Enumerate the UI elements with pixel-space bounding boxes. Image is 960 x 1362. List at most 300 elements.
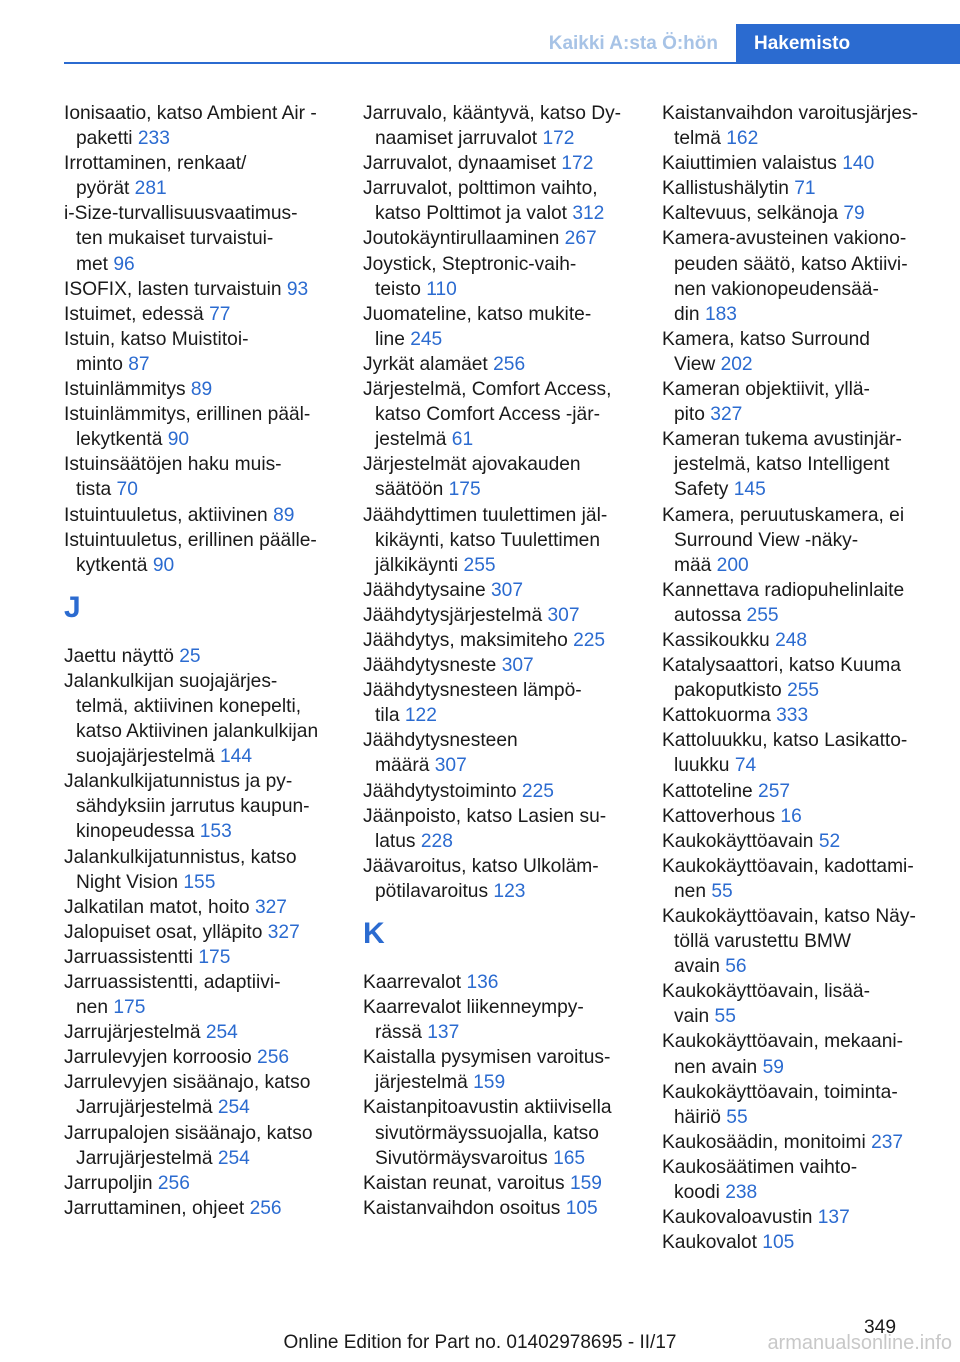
entry-text: Istuimet, edessä [64,303,204,325]
page-reference-link[interactable]: 122 [404,705,437,727]
index-entry [662,327,932,377]
entry-text: Kattoluukku, katso Lasikatto- [662,730,908,752]
entry-line [662,979,932,1004]
page-reference-link[interactable]: 137 [817,1207,850,1229]
entry-line [662,452,932,477]
page-reference-link[interactable]: 70 [116,479,138,501]
page-reference-link[interactable]: 237 [871,1131,904,1153]
page-reference-link[interactable]: 55 [714,1006,736,1028]
page-reference-link[interactable]: 327 [267,921,300,943]
index-entry [363,226,635,251]
entry-line [363,252,635,277]
index-entry [363,302,635,352]
entry-line [64,302,336,327]
page-reference-link[interactable]: 172 [542,128,575,150]
page-reference-link[interactable]: 327 [254,896,287,918]
entry-text: nen [674,880,707,902]
page-reference-link[interactable]: 267 [564,228,597,250]
entry-line [662,528,932,553]
page-reference-link[interactable]: 245 [410,328,443,350]
page-reference-link[interactable]: 254 [205,1022,238,1044]
page-reference-link[interactable]: 105 [762,1232,795,1254]
index-entry [64,151,336,201]
page-reference-link[interactable]: 137 [427,1022,460,1044]
entry-line [64,477,336,502]
page-reference-link[interactable]: 175 [113,997,146,1019]
entry-line [64,452,336,477]
page-reference-link[interactable]: 281 [134,178,167,200]
entry-line [363,1020,635,1045]
edition-note: Online Edition for Part no. 01402978695 - II/17 [283,1332,677,1353]
entry-line [363,277,635,302]
index-entry [64,970,336,1020]
entry-text: Kamera, katso Surround [662,328,870,350]
entry-text: Kaukokäyttöavain, toiminta- [662,1081,898,1103]
entry-line [64,819,336,844]
page-reference-link[interactable]: 96 [113,253,135,275]
entry-text: Järjestelmä, Comfort Access, [363,379,612,401]
entry-line [64,845,336,870]
index-entry [363,452,635,502]
page-reference-link[interactable]: 136 [466,972,499,993]
entry-text: Irrottaminen, renkaat/ [64,153,247,175]
entry-line [662,728,932,753]
page-reference-link[interactable]: 312 [572,203,605,225]
entry-text: Kaukosäätimen vaihto- [662,1156,858,1178]
entry-line [363,477,635,502]
page-reference-link[interactable]: 55 [726,1106,748,1128]
entry-line [64,352,336,377]
page-reference-link[interactable]: 159 [569,1172,602,1194]
entry-text: Jaettu näyttö [64,645,174,667]
index-entry [64,644,336,669]
entry-line [662,277,932,302]
entry-line [363,176,635,201]
entry-line [363,753,635,778]
index-entry [64,1196,336,1221]
entry-line [662,703,932,728]
page-reference-link[interactable]: 202 [720,353,753,375]
entry-line [363,779,635,804]
entry-line [662,327,932,352]
index-entry [363,252,635,302]
entry-text: kytkentä [76,554,148,576]
page-reference-link[interactable]: 90 [167,429,190,451]
page-reference-link[interactable]: 254 [217,1097,250,1119]
entry-line [662,753,932,778]
page-reference-link[interactable]: 254 [217,1147,250,1169]
entry-line [64,1171,336,1196]
entry-line [662,954,932,979]
entry-text: jestelmä, katso Intelligent [674,454,890,476]
entry-text: Kannettava radiopuhelinlaite [662,579,905,601]
entry-text: Kaistanpitoavustin aktiivisella [363,1097,612,1119]
header-divider [64,62,960,64]
page-reference-link[interactable]: 16 [780,805,802,827]
entry-line [662,779,932,804]
entry-text: pito [674,404,705,426]
entry-text: tista [76,479,112,501]
index-entry [64,895,336,920]
entry-text: Kallistushälytin [662,178,789,200]
page-reference-link[interactable]: 110 [426,278,457,300]
entry-line [662,829,932,854]
entry-line [363,653,635,678]
entry-line [64,226,336,251]
entry-text: luukku [674,755,730,777]
entry-text: Kaistanvaihdon varoitusjärjes- [662,103,918,124]
page-reference-link[interactable]: 225 [521,780,554,802]
entry-line [64,719,336,744]
entry-text: katso Aktiivinen jalankulkijan [76,721,319,743]
page-reference-link[interactable]: 61 [451,429,474,451]
entry-text: View [674,353,716,375]
page-reference-link[interactable]: 79 [843,203,865,225]
entry-text: Istuinlämmitys [64,379,186,401]
entry-line [64,995,336,1020]
page-reference-link[interactable]: 255 [463,554,496,576]
entry-text: Joystick, Steptronic-vaih- [363,253,577,275]
page-reference-link[interactable]: 233 [137,128,170,150]
entry-line [363,970,635,995]
entry-text: nen vakionopeudensää- [674,278,879,300]
entry-text: minto [76,353,123,375]
index-entry [64,402,336,452]
entry-text: Kaistan reunat, varoitus [363,1172,565,1194]
entry-text: Kaukovalot [662,1232,757,1254]
entry-text: Jarrulevyjen sisäänajo, katso [64,1072,311,1094]
entry-line [363,728,635,753]
entry-text: Kaarrevalot [363,972,462,993]
entry-line [363,829,635,854]
index-entry [662,176,932,201]
entry-line [662,1130,932,1155]
page-reference-link[interactable]: 144 [220,746,253,768]
entry-text: vain [674,1006,710,1028]
entry-line [363,151,635,176]
page-reference-link[interactable]: 89 [190,379,213,401]
page-reference-link[interactable]: 175 [448,479,481,501]
index-entry [64,201,336,276]
entry-text: telmä, aktiivinen konepelti, [76,695,302,717]
entry-line [64,1121,336,1146]
entry-text: Kameran objektiivit, yllä- [662,379,870,401]
entry-text: määrä [375,755,430,777]
entry-text: Kaukokäyttöavain [662,830,814,852]
entry-line [64,895,336,920]
entry-line [64,1095,336,1120]
entry-text: Jäähdytysaine [363,579,486,601]
page-reference-link[interactable]: 123 [493,880,526,902]
entry-text: Safety [674,479,729,501]
entry-text: häiriö [674,1106,721,1128]
entry-line [363,804,635,829]
entry-text: nen [76,997,109,1019]
entry-text: töllä varustettu BMW [674,931,852,953]
entry-text: katso Comfort Access -jär- [375,404,600,426]
index-entry [64,920,336,945]
index-entry [363,503,635,578]
entry-text: Jäähdytystoiminto [363,780,517,802]
page-reference-link[interactable]: 175 [198,946,231,968]
index-entry [662,829,932,854]
watermark: armanualsonline.info [767,1332,952,1354]
entry-text: Katalysaattori, katso Kuuma [662,655,901,677]
entry-text: Jarrujärjestelmä [76,1097,213,1119]
page-reference-link[interactable]: 307 [547,604,580,626]
page-reference-link[interactable]: 256 [257,1047,290,1069]
index-entry [662,1130,932,1155]
entry-text: suojajärjestelmä [76,746,215,768]
entry-line [363,678,635,703]
page-reference-link[interactable]: 200 [716,554,749,576]
entry-line [64,870,336,895]
index-entry [64,945,336,970]
page-reference-link[interactable]: 89 [273,504,295,526]
entry-line [363,302,635,327]
page-reference-link[interactable]: 87 [128,353,150,375]
entry-text: Night Vision [76,871,179,893]
entry-text: Istuinlämmitys, erillinen pääl- [64,404,311,426]
index-entry [363,970,635,995]
entry-text: Jarruassistentti, adaptiivi- [64,972,281,993]
index-entry [363,653,635,678]
page-reference-link[interactable]: 140 [842,153,875,175]
index-column-3 [662,101,932,1255]
page-reference-link[interactable]: 255 [787,680,820,702]
entry-line [662,427,932,452]
page-reference-link[interactable]: 159 [473,1072,506,1094]
section-letter: J [64,590,81,624]
entry-text: Jalankulkijatunnistus ja py- [64,771,293,793]
index-entry [363,352,635,377]
entry-text: Kaistanvaihdon osoitus [363,1197,561,1219]
entry-text: Jalopuiset osat, ylläpito [64,921,263,943]
index-entry [662,226,932,326]
entry-text: Jäävaroitus, katso Ulkoläm- [363,855,599,877]
entry-text: Jäähdytysnesteen lämpö- [363,680,582,702]
page-reference-link[interactable]: 225 [573,629,606,651]
entry-line [662,352,932,377]
entry-text: ISOFIX, lasten turvaistuin [64,278,282,300]
entry-line [363,1045,635,1070]
entry-line [662,578,932,603]
page-reference-link[interactable]: 105 [565,1197,598,1219]
entry-line [662,1155,932,1180]
entry-line [64,794,336,819]
index-entry [363,1196,635,1221]
index-entry [64,327,336,377]
entry-text: avain [674,956,720,978]
entry-line [662,1180,932,1205]
index-entry [363,603,635,628]
entry-text: Kattoverhous [662,805,776,827]
page-reference-link[interactable]: 228 [420,830,453,852]
page-number: 349 [863,1317,896,1338]
page-reference-link[interactable]: 93 [286,278,309,300]
page-reference-link[interactable]: 256 [249,1197,282,1219]
entry-line [662,879,932,904]
tab-a-to-z: Kaikki A:sta Ö:hön [548,32,718,54]
entry-line [363,628,635,653]
entry-line [662,1029,932,1054]
entry-line [363,1196,635,1221]
entry-line [662,201,932,226]
index-entry [64,101,336,151]
entry-text: Jarrupalojen sisäänajo, katso [64,1122,313,1144]
entry-line [64,427,336,452]
page-reference-link[interactable]: 74 [734,755,757,777]
entry-line [363,1095,635,1120]
entry-line [64,1045,336,1070]
page-reference-link[interactable]: 155 [183,871,216,893]
entry-text: Jäähdyttimen tuulettimen jäl- [363,504,608,526]
entry-text: Jalkatilan matot, hoito [64,896,250,918]
entry-text: Kaukokäyttöavain, mekaani- [662,1031,904,1053]
entry-line [662,126,932,151]
entry-text: tila [375,705,400,727]
entry-line [363,427,635,452]
page-reference-link[interactable]: 238 [725,1182,758,1204]
index-entry [662,804,932,829]
entry-text: jestelmä [375,429,447,451]
page-reference-link[interactable]: 90 [152,554,175,576]
entry-line [64,644,336,669]
page-reference-link[interactable]: 59 [762,1056,784,1078]
page-reference-link[interactable]: 55 [711,880,733,902]
page-reference-link[interactable]: 25 [179,645,201,667]
index-entry [662,151,932,176]
entry-line [64,920,336,945]
entry-text: Jarruvalo, kääntyvä, katso Dy- [363,103,622,124]
page-reference-link[interactable]: 145 [733,479,766,501]
entry-text: pakoputkisto [674,680,782,702]
entry-line [662,503,932,528]
index-entry [64,669,336,769]
entry-line [64,694,336,719]
entry-text: Jalankulkijan suojajärjes- [64,670,278,692]
entry-text: naamiset jarruvalot [375,128,538,150]
entry-text: telmä [674,128,721,150]
page-reference-link[interactable]: 255 [746,604,779,626]
page-reference-link[interactable]: 77 [209,303,231,325]
entry-text: Jarruttaminen, ohjeet [64,1197,245,1219]
entry-line [662,226,932,251]
entry-text: Kamera-avusteinen vakiono- [662,228,907,250]
index-entry [64,845,336,895]
entry-line [363,503,635,528]
index-entry [64,1171,336,1196]
entry-line [64,503,336,528]
entry-text: autossa [674,604,742,626]
entry-text: Istuintuuletus, erillinen päälle- [64,529,317,551]
index-entry [64,769,336,844]
index-entry [662,703,932,728]
entry-text: järjestelmä [375,1072,468,1094]
entry-line [363,327,635,352]
entry-text: kinopeudessa [76,821,195,843]
entry-text: Istuin, katso Muistitoi- [64,328,249,350]
page-reference-link[interactable]: 172 [561,153,594,175]
entry-text: line [375,328,405,350]
entry-text: Jarrulevyjen korroosio [64,1047,252,1069]
entry-text: Juomateline, katso mukite- [363,303,592,325]
entry-line [64,970,336,995]
entry-text: säätöön [375,479,444,501]
entry-line [64,1020,336,1045]
entry-text: Kameran tukema avustinjär- [662,429,902,451]
entry-text: Jarrupoljin [64,1172,153,1194]
entry-line [64,1196,336,1221]
index-entry [662,728,932,778]
page-reference-link[interactable]: 165 [553,1147,586,1169]
index-entry [64,1070,336,1120]
index-entry [662,628,932,653]
entry-text: Jäähdytysjärjestelmä [363,604,543,626]
entry-line [662,151,932,176]
index-entry [363,176,635,226]
page-reference-link[interactable]: 256 [493,353,526,375]
index-entry [363,578,635,603]
entry-text: Jäähdytysneste [363,655,497,677]
entry-text: Jarrujärjestelmä [64,1022,201,1044]
page-reference-link[interactable]: 183 [704,303,737,325]
entry-text: Kaarrevalot liikenneympy- [363,997,584,1019]
entry-line [64,402,336,427]
page-reference-link[interactable]: 256 [157,1172,190,1194]
entry-text: teisto [375,278,421,300]
entry-text: Ionisaatio, katso Ambient Air - [64,103,317,124]
entry-line [64,528,336,553]
page-reference-link[interactable]: 153 [199,821,232,843]
entry-text: Kaukosäädin, monitoimi [662,1131,866,1153]
page-reference-link[interactable]: 71 [794,178,816,200]
entry-text: Jarrujärjestelmä [76,1147,213,1169]
page-reference-link[interactable]: 257 [758,780,791,802]
page-reference-link[interactable]: 333 [776,705,809,727]
entry-text: kikäynti, katso Tuulettimen [375,529,601,551]
index-entry [363,854,635,904]
page-reference-link[interactable]: 307 [434,755,467,777]
entry-line [64,327,336,352]
entry-text: Järjestelmät ajovakauden [363,454,581,476]
index-entry [64,1020,336,1045]
page-reference-link[interactable]: 56 [725,956,747,978]
page-reference-link[interactable]: 248 [775,629,808,651]
entry-text: Kassikoukku [662,629,770,651]
entry-text: pyörät [76,178,130,200]
index-entry [662,377,932,427]
index-entry [662,779,932,804]
entry-text: pötilavaroitus [375,880,489,902]
entry-line [64,151,336,176]
page-reference-link[interactable]: 52 [818,830,841,852]
page-reference-link[interactable]: 307 [501,655,534,677]
page-reference-link[interactable]: 162 [726,128,759,150]
entry-line [363,452,635,477]
index-entry [662,979,932,1029]
index-entry [64,377,336,402]
page-reference-link[interactable]: 327 [710,404,743,426]
entry-line [662,1230,932,1255]
entry-text: koodi [674,1182,720,1204]
entry-line [363,1171,635,1196]
entry-text: nen avain [674,1056,758,1078]
entry-text: met [76,253,108,275]
entry-line [64,945,336,970]
page-reference-link[interactable]: 307 [491,579,524,601]
entry-text: rässä [375,1022,422,1044]
